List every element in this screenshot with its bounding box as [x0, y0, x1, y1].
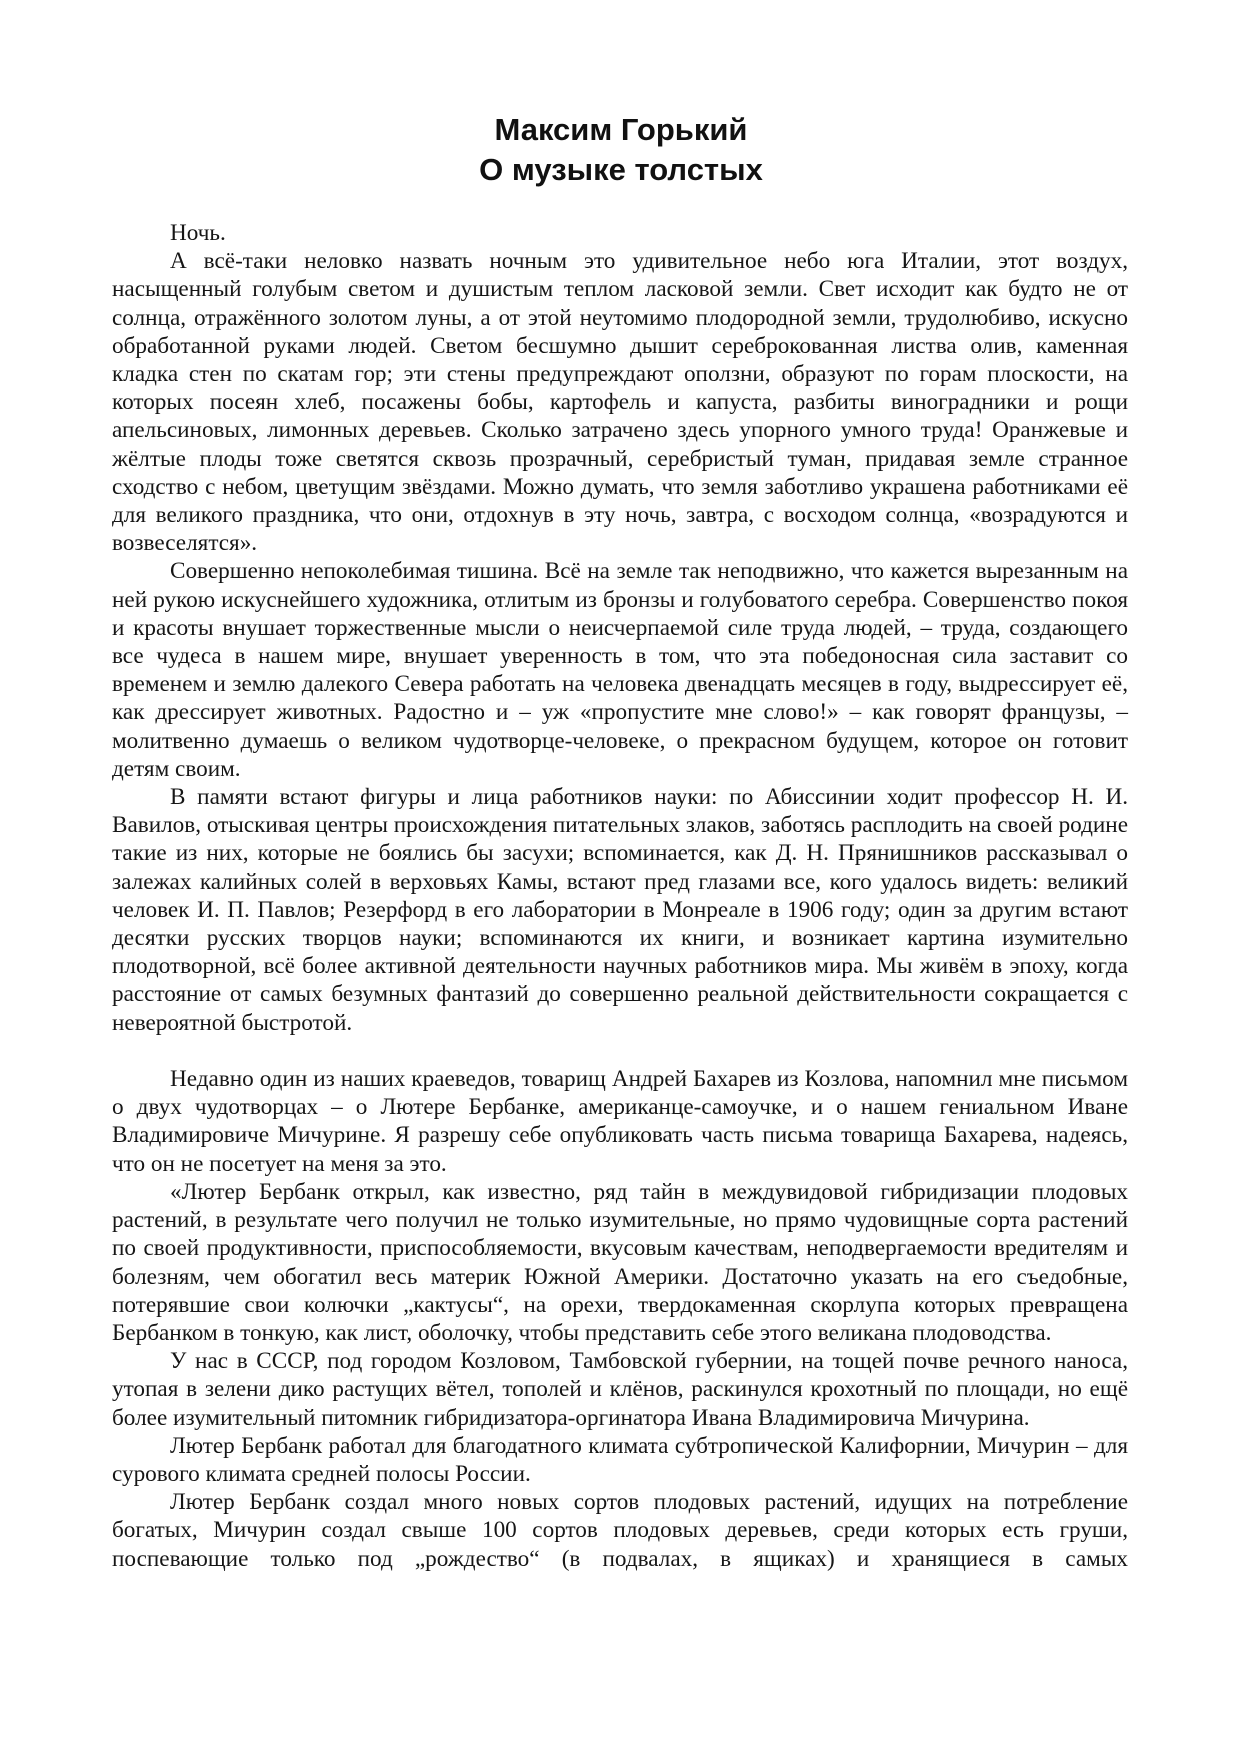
- work-title: О музыке толстых: [479, 152, 763, 187]
- paragraph: У нас в СССР, под городом Козловом, Тамбовской губернии, на тощей почве речного наноса, утопая в зелени дико растущих вётел, тополей и клёнов, раскинулся крохотный по площади, но ещё более изумительный питомник гибридизатора-оргинатора Ивана Владимировича Мичурина.: [112, 1348, 1128, 1431]
- paragraph: Совершенно непоколебимая тишина. Всё на земле так неподвижно, что кажется вырезанным на ней рукою искуснейшего художника, отлитым из бронзы и голубоватого серебра. Совершенство покоя и красоты внушает торжественные мысли о неисчерпаемой силе труда людей, – труда, создающего все чудеса в нашем мире, внушает уверенность в том, что эта победоносная сила заставит со временем и землю далекого Севера работать на человека двенадцать месяцев в году, выдрессирует её, как дрессирует животных. Радостно и – уж «пропустите мне слово!» – как говорят французы, – молитвенно думаешь о великом чудотворце-человеке, о прекрасном будущем, которое он готовит детям своим.: [112, 558, 1128, 782]
- paragraph: Лютер Бербанк работал для благодатного климата субтропической Калифорнии, Мичурин – для сурового климата средней полосы России.: [112, 1432, 1128, 1487]
- paragraph: «Лютер Бербанк открыл, как известно, ряд тайн в междувидовой гибридизации плодовых растений, в результате чего получил не только изумительные, но прямо чудовищные сорта растений по своей продуктивности, приспособляемости, вкусовым качествам, неподвергаемости вредителям и болезням, чем обогатил весь материк Южной Америки. Достаточно указать на его съедобные, потерявшие свои колючки „кактусы“, на орехи, твердокаменная скорлупа которых превращена Бербанком в тонкую, как лист, оболочку, чтобы представить себе этого великана плодоводства.: [112, 1178, 1128, 1346]
- paragraph: В памяти встают фигуры и лица работников науки: по Абиссинии ходит профессор Н. И. Вавилов, отыскивая центры происхождения питательных злаков, заботясь расплодить на своей родине такие из них, которые не боялись бы засухи; вспоминается, как Д. Н. Прянишников рассказывал о залежах калийных солей в верховьях Камы, встают пред глазами все, кого удалось видеть: великий человек И. П. Павлов; Резерфорд в его лаборатории в Монреале в 1906 году; один за другим встают десятки русских творцов науки; вспоминаются их книги, и возникает картина изумительно плодотворной, всё более активной деятельности научных работников мира. Мы живём в эпоху, когда расстояние от самых безумных фантазий до совершенно реальной действительности сокращается с невероятной быстротой.: [112, 784, 1128, 1036]
- title-block: [0, 110, 1242, 190]
- paragraph: Ночь.: [170, 220, 226, 246]
- body-text: [112, 219, 1128, 1573]
- paragraph: А всё-таки неловко назвать ночным это удивительное небо юга Италии, этот воздух, насыщенный голубым светом и душистым теплом ласковой земли. Свет исходит как будто не от солнца, отражённого золотом луны, а от этой неутомимо плодородной земли, трудолюбиво, искусно обработанной руками людей. Светом бесшумно дышит сереброкованная листва олив, каменная кладка стен по скатам гор; эти стены предупреждают оползни, образуют по горам плоскости, на которых посеян хлеб, посажены бобы, картофель и капуста, разбиты виноградники и рощи апельсиновых, лимонных деревьев. Сколько затрачено здесь упорного умного труда! Оранжевые и жёлтые плоды тоже светятся сквозь прозрачный, серебристый туман, придавая земле странное сходство с небом, цветущим звёздами. Можно думать, что земля заботливо украшена работниками её для великого праздника, что они, отдохнув в эту ночь, завтра, с восходом солнца, «возрадуются и возвеселятся».: [112, 248, 1128, 557]
- paragraph: Недавно один из наших краеведов, товарищ Андрей Бахарев из Козлова, напомнил мне письмом о двух чудотворцах – о Лютере Бербанке, американце-самоучке, и о нашем гениальном Иване Владимировиче Мичурине. Я разрешу себе опубликовать часть письма товарища Бахарева, надеясь, что он не посетует на меня за это.: [112, 1066, 1128, 1177]
- paragraph-last: Лютер Бербанк создал много новых сортов плодовых растений, идущих на потребление богатых, Мичурин создал свыше 100 сортов плодовых деревьев, среди которых есть груши, поспевающие только под „рождество“ (в подвалах, в ящиках) и хранящиеся в самых: [112, 1489, 1128, 1572]
- author-name: Максим Горький: [494, 112, 748, 147]
- section-break: [112, 1037, 1128, 1065]
